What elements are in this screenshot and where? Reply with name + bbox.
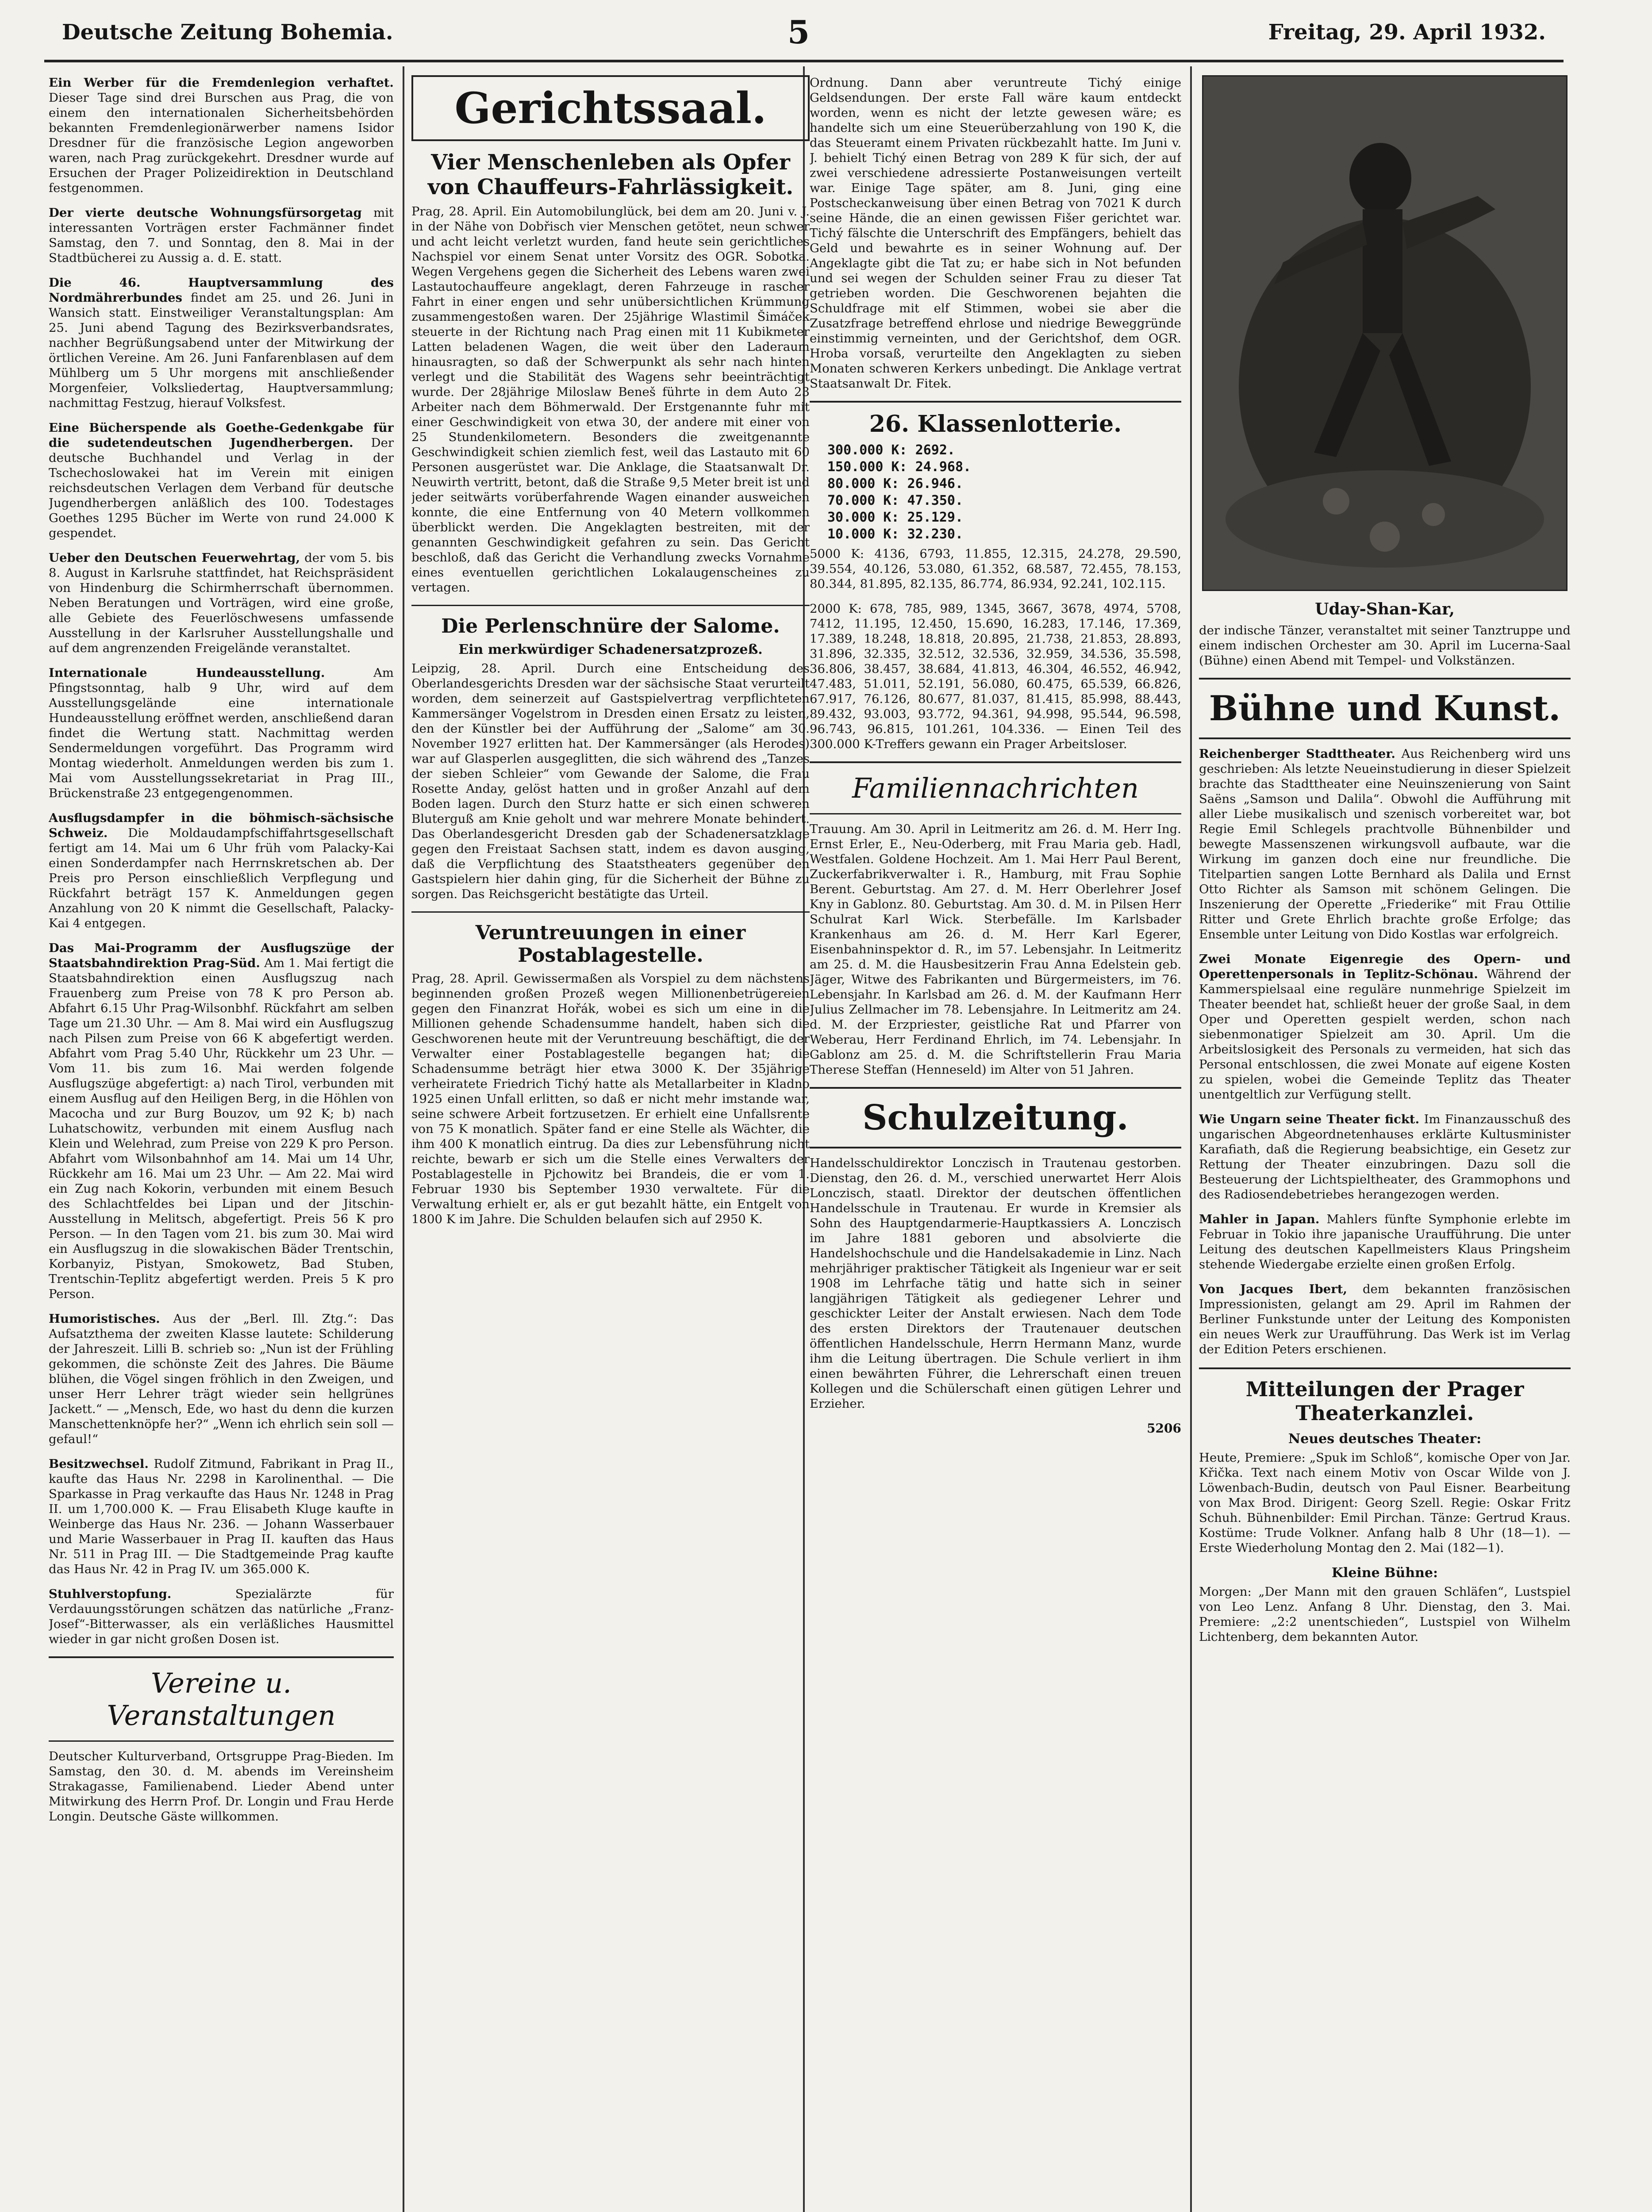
arts-item-heading: Wie Ungarn seine Theater fickt. xyxy=(1199,1112,1420,1126)
news-item-heading: Stuhlverstopfung. xyxy=(49,1587,172,1601)
news-item xyxy=(49,810,394,931)
arts-item-heading: Zwei Monate Eigenregie des Opern- und Operettenpersonals in Teplitz-Schönau. xyxy=(1199,952,1571,981)
news-item-text: Am Pfingstsonntag, halb 9 Uhr, wird auf dem Ausstellungsgelände eine internationale Hundeausstellung eröffnet werden, anschließend daran findet die Wertung statt. Nachmittag werden Sendermeldungen vorgeführt. Das Programm wird Montag wiederholt. Anmeldungen werden bis zum 1. Mai vom Ausstellungssekretariat in Prag III., Brückenstraße 23 entgegengenommen. xyxy=(49,666,394,800)
section-heading-vereine: Vereine u. Veranstaltungen xyxy=(49,1656,394,1742)
news-item xyxy=(49,665,394,801)
arts-item-heading: Von Jacques Ibert, xyxy=(1199,1282,1347,1296)
lottery-prize-row xyxy=(810,509,1181,526)
news-item-heading: Ueber den Deutschen Feuerwehrtag, xyxy=(49,551,300,565)
school-article: Handelsschuldirektor Lonczisch in Trautenau gestorben. Dienstag, den 26. d. M., verschied unerwartet Herr Alois Lonczisch, staatl. Direktor der deutschen öffentlichen Handelsschule in Trautenau. Er wurde in Kremsier als Sohn des Hauptgendarmerie-Hauptkassiers A. Lonczisch im Jahre 1881 geboren und absolvierte die Handelshochschule und die Handelsakademie in Linz. Nach mehrjähriger praktischer Tätigkeit als Ingenieur war er seit 1908 im Lehrfache tätig und hatte sich in seiner langjährigen Tätigkeit als gediegener Lehrer und geschickter Leiter der Anstalt erwiesen. Nach dem Tode des ersten Direktors der Trautenauer deutschen öffentlichen Handelsschule, Herrn Hermann Manz, wurde ihm die Leitung übertragen. Die Schule verliert in ihm einen bewährten Führer, die Lehrerschaft einen treuen Kollegen und die Schülerschaft einen gütigen Lehrer und Erzieher. xyxy=(810,1156,1181,1411)
news-item-heading: Das Mai-Programm der Ausflugszüge der Staatsbahndirektion Prag-Süd. xyxy=(49,941,394,970)
arts-item xyxy=(1199,1212,1571,1272)
news-item xyxy=(49,1586,394,1647)
news-item-text: Rudolf Zitmund, Fabrikant in Prag II., kaufte das Haus Nr. 2298 in Karolinenthal. — Die Sparkasse in Prag verkaufte das Haus Nr. 1248 in Prag II. um 1,700.000 K. — Frau Elisabeth Kluge kaufte in Weinberge das Haus Nr. 236. — Johann Wasserbauer und Marie Wasserbauer in Prag II. kauften das Haus Nr. 511 in Prag III. — Die Stadtgemeinde Prag kaufte das Haus Nr. 42 in Prag IV. um 365.000 K. xyxy=(49,1457,394,1576)
article-title: Veruntreuungen in einer Postablagestelle. xyxy=(411,911,810,967)
news-item xyxy=(49,205,394,265)
theater-notice: Morgen: „Der Mann mit den grauen Schläfen“, Lustspiel von Leo Lenz. Anfang 8 Uhr. Dienstag, den 3. Mai. Premiere: „2:2 unentschieden“, Lustspiel von Wilhelm Lichtenberg, dem bekannten Autor. xyxy=(1199,1585,1571,1644)
news-item-heading: Der vierte deutsche Wohnungsfürsorgetag xyxy=(49,206,362,220)
prize-amount: 300.000 K: xyxy=(827,442,907,458)
news-item xyxy=(49,275,394,411)
news-item xyxy=(49,941,394,1302)
lottery-prize-row xyxy=(810,459,1181,476)
column-gerichtssaal xyxy=(411,75,810,2212)
column-arts xyxy=(1199,75,1571,2212)
dancer-image xyxy=(1203,77,1566,590)
theater-subheading: Neues deutsches Theater: xyxy=(1288,1431,1482,1447)
article-title: Vier Menschenleben als Opfer von Chauffeurs-Fahrlässigkeit. xyxy=(427,150,794,200)
lottery-5000: 5000 K: 4136, 6793, 11.855, 12.315, 24.278, 29.590, 39.554, 40.126, 53.080, 61.352, 68.587, 72.455, 78.153, 80.344, 81.895, 82.135, 86.774, 86.934, 92.241, 102.115. xyxy=(810,547,1181,591)
winning-number: 24.968. xyxy=(915,459,972,475)
news-item-text: Am 1. Mai fertigt die Staatsbahndirektion einen Ausflugszug nach Frauenberg zum Preise von 78 K pro Person ab. Abfahrt 6.15 Uhr Prag-Wilsonbhf. Rückfahrt am selben Tage um 21.30 Uhr. — Am 8. Mai wird ein Ausflugszug nach Pilsen zum Preise von 66 K abgefertigt werden. Abfahrt vom Prag 5.40 Uhr, Rückkehr um 23 Uhr. — Vom 11. bis zum 16. Mai werden folgende Ausflugszüge abgefertigt: a) nach Tirol, verbunden mit einem Ausflug auf den Heiligen Berg, in die Höhlen von Macocha und zur Burg Bouzov, um 92 K; b) nach Luhatschowitz, verbunden mit einem Ausflug nach Klein und Welehrad, zum Preise von 229 K pro Person. Abfahrt vom Wilsonbahnhof am 14. Mai um 14 Uhr, Rückkehr am 16. Mai um 23 Uhr. — Am 22. Mai wird ein Zug nach Kokorin, verbunden mit einem Besuch des Schlachtfeldes bei Lipan und der Jitschin-Ausstellung in Melitsch, abgefertigt. Preis 56 K pro Person. — In den Tagen vom 21. bis zum 30. Mai wird ein Ausflugszug in die slowakischen Bäder Trentschin, Korbanyiz, Pistyan, Smokowetz, Bad Stuben, Trentschin-Teplitz abgefertigt werden. Preis 5 K pro Person. xyxy=(49,956,394,1301)
family-notices: Trauung. Am 30. April in Leitmeritz am 26. d. M. Herr Ing. Ernst Erler, E., Neu-Oderberg, mit Frau Maria geb. Hadl, Westfalen. Goldene Hochzeit. Am 1. Mai Herr Paul Berent, Zuckerfabrikverwalter i. R., Hamburg, mit Frau Sophie Berent. Geburtstag. Am 27. d. M. Herr Oberlehrer Josef Kny in Gablonz. 80. Geburtstag. Am 30. d. M. in Pilsen Herr Schulrat Karl Wick. Sterbefälle. Im Karlsbader Krankenhaus am 26. d. M. Herr Karl Egerer, Eisenbahninspektor d. R., im 57. Lebensjahr. In Leitmeritz am 25. d. M. die Hausbesitzerin Frau Anna Edelstein geb. Jäger, Witwe des Fabrikanten und Bürgermeisters, im 76. Lebensjahr. In Karlsbad am 26. d. M. der Kaufmann Herr Julius Zellmacher im 78. Lebensjahre. In Leitmeritz am 24. d. M. der Erzpriester, geistliche Rat und Pfarrer von Weberau, Herr Ferdinand Ehrlich, im 74. Lebensjahr. In Gablonz am 25. d. M. die Schriftstellerin Frau Maria Therese Steffan (Henneseld) im Alter von 51 Jahren. xyxy=(810,822,1181,1077)
article-body: Prag, 28. April. Gewissermaßen als Vorspiel zu dem nächstens beginnenden großen Prozeß wegen Millionenbetrügereien gegen den Finanzrat Hořák, wobei es sich um eine in die Millionen gehende Schadensumme handelt, haben sich die Geschworenen heute mit der Veruntreuung beschäftigt, die der Verwalter einer Postablagestelle begangen hat; die Schadensumme beträgt hier etwa 3000 K. Der 35jährige verheiratete Friedrich Tichý hatte als Metallarbeiter in Kladno 1925 einen Unfall erlitten, so daß er nicht mehr imstande war, seine schwere Arbeit fortzusetzen. Er erhielt eine Unfallsrente von 75 K monatlich. Später fand er eine Stelle als Wächter, die ihm 400 K monatlich eintrug. Da dies zur Lebensführung nicht reichte, bewarb er sich um die Stelle eines Verwalters der Postablagestelle in Pjchowitz bei Brandeis, die er vom 1. Februar 1930 bis September 1930 verwaltete. Für die Verwaltung erhielt er, als er gut bezahlt hätte, ein Entgelt von 1800 K im Jahre. Die Schulden belaufen sich auf 2950 K. xyxy=(411,972,810,1226)
column-divider xyxy=(403,66,404,2212)
news-item-text: Aus der „Berl. Ill. Ztg.“: Das Aufsatzthema der zweiten Klasse lautete: Schilderung der Jahreszeit. Lilli B. schrieb so: „Nun ist der Frühling gekommen, die schönste Zeit des Jahres. Die Bäume blühen, die Vögel singen fröhlich in den Zweigen, und unser Herr Lehrer trägt wieder sein hellgrünes Jackett.“ — „Mensch, Ede, wo hast du denn die kurzen Manschettenknöpfe her?“ „Wenn ich ehrlich sein soll — gefaul!“ xyxy=(49,1312,394,1446)
article-body: Leipzig, 28. April. Durch eine Entscheidung des Oberlandesgerichts Dresden war der sächsische Staat verurteilt worden, dem seinerzeit auf Gastspielvertrag verpflichteten Kammersänger Vogelstrom in Dresden einen Ersatz zu leisten, den der Künstler bei der Aufführung der „Salome“ am 30. November 1927 erlitten hat. Der Kammersänger (als Herodes) war auf Glasperlen ausgeglitten, die sich während des „Tanzes der sieben Schleier“ vom Gewande der Salome, die Frau Rosette Anday, gelöst hatten und in großer Anzahl auf dem Boden lagen. Durch den Sturz hatte er sich einen schweren Bluterguß am Knie geholt und war mehrere Monate behindert. Das Oberlandesgericht Dresden gab der Schadenersatzklage gegen den Freistaat Sachsen statt, indem es davon ausging, daß die Verpflichtung des Staatstheaters gegenüber den Gastspielern hier dahin ging, für die Sicherheit der Bühne zu sorgen. Das Reichsgericht bestätigte das Urteil. xyxy=(411,661,810,901)
column-local-news xyxy=(49,75,394,2212)
news-item-text: Die Moldaudampfschiffahrtsgesellschaft fertigt am 14. Mai um 6 Uhr früh vom Palacky-Kai einen Sonderdampfer nach Herrnskretschen ab. Der Preis pro Person einschließlich Verpflegung und Rückfahrt beträgt 157 K. Anmeldungen gegen Anzahlung von 20 K nimmt die Gesellschaft, Palacky-Kai 4 entgegen. xyxy=(49,826,394,930)
masthead-rule xyxy=(44,60,1564,62)
winning-number: 32.230. xyxy=(907,526,964,542)
masthead xyxy=(0,0,1652,66)
news-item-heading: Ausflugsdampfer in die böhmisch-sächsische Schweiz. xyxy=(49,811,394,840)
winning-number: 2692. xyxy=(915,442,955,458)
prize-amount: 150.000 K: xyxy=(827,459,907,475)
arts-item xyxy=(1199,746,1571,942)
section-heading-family: Familiennachrichten xyxy=(810,761,1181,814)
news-item-text: Dieser Tage sind drei Burschen aus Prag, die von einem den internationalen Sicherheitsbehörden bekannten Fremdenlegionärwerber namens Isidor Dresdner für die französische Legion angeworben waren, nach Prag zurückgekehrt. Dresdner wurde auf Ersuchen der Prager Polizeidirektion in Deutschland festgenommen. xyxy=(49,91,394,195)
column-lottery-family-school xyxy=(810,75,1181,2212)
theater-subheading: Kleine Bühne: xyxy=(1331,1565,1438,1581)
arts-item-heading: Reichenberger Stadttheater. xyxy=(1199,747,1395,761)
article-title: Die Perlenschnüre der Salome. xyxy=(411,605,810,637)
photo-caption-title: Uday-Shan-Kar, xyxy=(1315,600,1455,618)
arts-item-text: Aus Reichenberg wird uns geschrieben: Als letzte Neueinstudierung in dieser Spielzeit brachte das Stadttheater eine Neuinszenierung von Saint Saëns „Samson und Dalila“. Obwohl die Aufführung mit aller Liebe musikalisch und szenisch vorbereitet war, bot Regie Emil Schlegels prachtvolle Bühnenbilder und bewegte Massenszenen wirkungsvoll aufbaute, war die Wirkung im ganzen doch eine nur freundliche. Die Titelpartien sangen Lotte Bernhard als Dalila und Ernst Otto Richter als Samson mit schönem Gelingen. Die Inszenierung der Operette „Friederike“ mit Frau Ottilie Ritter und Grete Ehrlich brachte große Erfolge; das Ensemble unter Leitung von Dido Kostlas war erfolgreich. xyxy=(1199,747,1571,941)
lottery-2000: 2000 K: 678, 785, 989, 1345, 3667, 3678, 4974, 5708, 7412, 11.195, 12.450, 15.690, 16.283, 17.146, 17.369, 17.389, 18.248, 18.818, 20.895, 21.738, 21.853, 28.893, 31.896, 32.335, 32.512, 32.536, 32.959, 34.536, 35.598, 36.806, 38.457, 38.684, 41.813, 46.304, 46.552, 46.942, 47.483, 51.011, 52.191, 56.080, 60.475, 65.539, 66.826, 67.917, 76.126, 80.677, 81.037, 81.415, 85.998, 88.443, 89.432, 93.003, 93.772, 94.361, 94.998, 95.544, 96.598, 96.743, 96.815, 101.261, 104.336. — Einen Teil des 300.000 K-Treffers gewann ein Prager Arbeitsloser. xyxy=(810,602,1181,751)
news-item-text: findet am 25. und 26. Juni in Wansich statt. Einstweiliger Veranstaltungsplan: Am 25. Juni abend Tagung des Bezirksverbandsrates, nachher Begrüßungsabend unter der Mitwirkung der örtlichen Vereine. Am 26. Juni Fanfarenblasen auf dem Mühlberg um 5 Uhr morgens mit anschließender Morgenfeier, Volksliedertag, Hauptversammlung; nachmittag Festzug, hierauf Volksfest. xyxy=(49,291,394,410)
news-item-text: der vom 5. bis 8. August in Karlsruhe stattfindet, hat Reichspräsident von Hindenburg die Schirmherrschaft übernommen. Neben Beratungen und Vorträgen, wird eine große, alle Gebiete des Feuerlöschwesens umfassende Ausstellung in der Karlsruher Ausstellungshalle und auf dem angrenzenden Freigelände veranstaltet. xyxy=(49,551,394,655)
section-heading-gerichtssaal: Gerichtssaal. xyxy=(411,75,810,141)
arts-item xyxy=(1199,1282,1571,1357)
article-number: 5206 xyxy=(1147,1421,1181,1436)
news-item-text: Spezialärzte für Verdauungsstörungen schätzen das natürliche „Franz-Josef“-Bitterwasser, als ein verläßliches Hausmittel wieder in gar nicht großen Dosen ist. xyxy=(49,1587,394,1646)
arts-item-text: dem bekannten französischen Impressionisten, gelangt am 29. April im Rahmen der Berliner Funkstunde unter der Leitung des Komponisten ein neues Werk zur Uraufführung. Das Werk ist im Verlag der Edition Peters erschienen. xyxy=(1199,1282,1571,1356)
lottery-prize-row xyxy=(810,442,1181,459)
news-item-heading: Eine Bücherspende als Goethe-Gedenkgabe für die sudetendeutschen Jugendherbergen. xyxy=(49,421,394,450)
arts-item-text: Im Finanzausschuß des ungarischen Abgeordnetenhauses erklärte Kultusminister Karafiath, daß die Regierung beabsichtige, ein Gesetz zur Rettung der Theater einzubringen. Dazu soll die Besteuerung der Lichtspieltheater, des Grammophons und des Radiosendebetriebes herangezogen werden. xyxy=(1199,1112,1571,1202)
section-heading-theater: Mitteilungen der Prager Theaterkanzlei. xyxy=(1199,1367,1571,1425)
news-item-heading: Internationale Hundeausstellung. xyxy=(49,666,325,680)
page-number: 5 xyxy=(788,13,810,51)
news-item xyxy=(49,1311,394,1447)
lottery-prize-row xyxy=(810,492,1181,509)
arts-item xyxy=(1199,1112,1571,1202)
arts-item-heading: Mahler in Japan. xyxy=(1199,1212,1320,1226)
vereine-notice: Deutscher Kulturverband, Ortsgruppe Prag-Bieden. Im Samstag, den 30. d. M. abends im Vereinsheim Strakagasse, Familienabend. Lieder Abend unter Mitwirkung des Herrn Prof. Dr. Longin und Frau Herde Longin. Deutsche Gäste willkommen. xyxy=(49,1749,394,1824)
news-item-heading: Humoristisches. xyxy=(49,1312,160,1326)
column-divider xyxy=(1190,66,1192,2212)
news-item-heading: Die 46. Hauptversammlung des Nordmährerbundes xyxy=(49,276,394,305)
section-heading-buehne: Bühne und Kunst. xyxy=(1199,678,1571,739)
winning-number: 25.129. xyxy=(907,510,964,525)
news-item-text: Der deutsche Buchhandel und Verlag in der Tschechoslowakei hat im Verein mit einigen reichsdeutschen Verlagen dem Verband für deutsche Jugendherbergen anläßlich des 100. Todestages Goethes 1295 Bücher im Werte von rund 24.000 K gespendet. xyxy=(49,436,394,540)
winning-number: 26.946. xyxy=(907,476,964,492)
lottery-prize-row xyxy=(810,476,1181,492)
news-item xyxy=(49,75,394,196)
news-item xyxy=(49,550,394,656)
newspaper-name: Deutsche Zeitung Bohemia. xyxy=(62,20,393,45)
news-item-heading: Ein Werber für die Fremdenlegion verhaftet. xyxy=(49,76,394,90)
news-item xyxy=(49,420,394,541)
prize-amount: 80.000 K: xyxy=(827,476,899,492)
news-item xyxy=(49,1456,394,1577)
article-subtitle: Ein merkwürdiger Schadenersatzprozeß. xyxy=(458,642,763,657)
prize-amount: 30.000 K: xyxy=(827,510,899,525)
winning-number: 47.350. xyxy=(907,493,964,508)
news-item-text: mit interessanten Vorträgen erster Fachmänner findet Samstag, den 7. und Sonntag, den 8. Mai in der Stadtbücherei zu Aussig a. d. E. statt. xyxy=(49,206,394,265)
photo-caption-text: der indische Tänzer, veranstaltet mit seiner Tanztruppe und einem indischen Orchester am 30. April im Lucerna-Saal (Bühne) einen Abend mit Tempel- und Volkstänzen. xyxy=(1199,623,1571,668)
theater-notice: Heute, Premiere: „Spuk im Schloß“, komische Oper von Jar. Křička. Text nach einem Motiv von Oscar Wilde von J. Löwenbach-Budin, deutsch von Paul Eisner. Bearbeitung von Max Brod. Dirigent: Georg Szell. Regie: Oskar Fritz Schuh. Bühnenbilder: Emil Pirchan. Tänze: Gertrud Kraus. Kostüme: Trude Volkner. Anfang halb 8 Uhr (18—1). — Erste Wiederholung Montag den 2. Mai (182—1). xyxy=(1199,1451,1571,1555)
issue-date: Freitag, 29. April 1932. xyxy=(1268,20,1546,45)
dancer-photo xyxy=(1202,75,1567,591)
prize-amount: 70.000 K: xyxy=(827,493,899,508)
section-heading-schulzeitung: Schulzeitung. xyxy=(810,1087,1181,1148)
news-item-heading: Besitzwechsel. xyxy=(49,1457,149,1471)
arts-item-text: Während der Kammerspielsaal eine reguläre nunmehrige Spielzeit im Theater beendet hat, schließt heuer der große Saal, in dem Oper und Operetten gespielt werden, schon nach siebenmonatiger Spielzeit am 30. April. Um die Arbeitslosigkeit des Personals zu vermeiden, hat sich das Personal entschlossen, die zwei Monate auf eigene Kosten zu spielen, wobei die Gemeinde Teplitz das Theater unentgeltlich zur Verfügung stellt. xyxy=(1199,967,1571,1102)
article-continuation: Ordnung. Dann aber veruntreute Tichý einige Geldsendungen. Der erste Fall wäre kaum entdeckt worden, wenn es nicht der letzte gewesen wäre; es handelte sich um eine Steuerüberzahlung von 190 K, die das Steueramt einem Privaten rückbezahlt hatte. Im Juni v. J. behielt Tichý einen Betrag von 289 K für sich, der auf zwei verschiedene adressierte Postanweisungen verteilt war. Einige Tage später, am 8. Juni, ging eine Postscheckanweisung über einen Betrag von 7021 K durch seine Hände, die an einen gewissen Fišer gerichtet war. Tichý fälschte die Unterschrift des Empfängers, behielt das Geld und bewahrte es in seiner Wohnung auf. Der Angeklagte gibt die Tat zu; er habe sich in Not befunden und sei wegen der Schulden seiner Frau zu dieser Tat getrieben worden. Die Geschworenen bejahten die Schuldfrage mit elf Stimmen, wobei sie aber die Zusatzfrage betreffend ehrlose und niedrige Beweggründe einstimmig verneinten, und der Gerichtshof, dem OGR. Hroba vorsaß, verurteilte den Angeklagten zu sieben Monaten schweren Kerkers unbedingt. Die Anklage vertrat Staatsanwalt Dr. Fitek. xyxy=(810,76,1181,391)
section-heading-lottery: 26. Klassenlotterie. xyxy=(810,401,1181,438)
prize-amount: 10.000 K: xyxy=(827,526,899,542)
article-body: Prag, 28. April. Ein Automobilunglück, bei dem am 20. Juni v. J. in der Nähe von Dobřisch vier Menschen getötet, neun schwer und acht leicht verletzt wurden, fand heute sein gerichtliches Nachspiel vor einem Senat unter Vorsitz des OGR. Sobotka. Wegen Vergehens gegen die Sicherheit des Lebens waren zwei Lastautochauffeure angeklagt, deren Fahrzeuge in rascher Fahrt in einer engen und sehr unübersichtlichen Krümmung zusammengestoßen waren. Der 25jährige Wlastimil Šimáček steuerte in der Richtung nach Prag einen mit 11 Kubikmeter Latten beladenen Wagen, die weit über den Laderaum hinausragten, so daß der Schwerpunkt als sehr nach hinten verlegt und die Stabilität des Wagens sehr beeinträchtigt wurde. Der 28jährige Miloslaw Beneš führte in dem Auto 23 Arbeiter nach dem Böhmerwald. Der Erstgenannte fuhr mit einer Geschwindigkeit von etwa 30, der andere mit einer von 25 Stundenkilometern. Besonders die zweitgenannte Geschwindigkeit schien ziemlich fest, weil das Lastauto mit 60 Personen ausgerüstet war. Die Anklage, die Staatsanwalt Dr. Neuwirth vertritt, betont, daß die Straße 9,5 Meter breit ist und jeder seitwärts vorüberfahrende Wagen einander ausweichen konnte, die eine Entfernung von 40 Metern vollkommen überblickt werden. Die Angeklagten bestreiten, mit der genannten Geschwindigkeit gefahren zu sein. Das Gericht beschloß, daß das Gericht die Verhandlung zwecks Vornahme eines eventuellen gerichtlichen Lokalaugenscheines zu vertagen. xyxy=(411,204,810,595)
arts-item xyxy=(1199,952,1571,1102)
arts-item-text: Mahlers fünfte Symphonie erlebte im Februar in Tokio ihre japanische Uraufführung. Die unter Leitung des deutschen Kapellmeisters Klaus Pringsheim stehende Wiedergabe erzielte einen großen Erfolg. xyxy=(1199,1212,1571,1271)
lottery-prize-row xyxy=(810,526,1181,543)
